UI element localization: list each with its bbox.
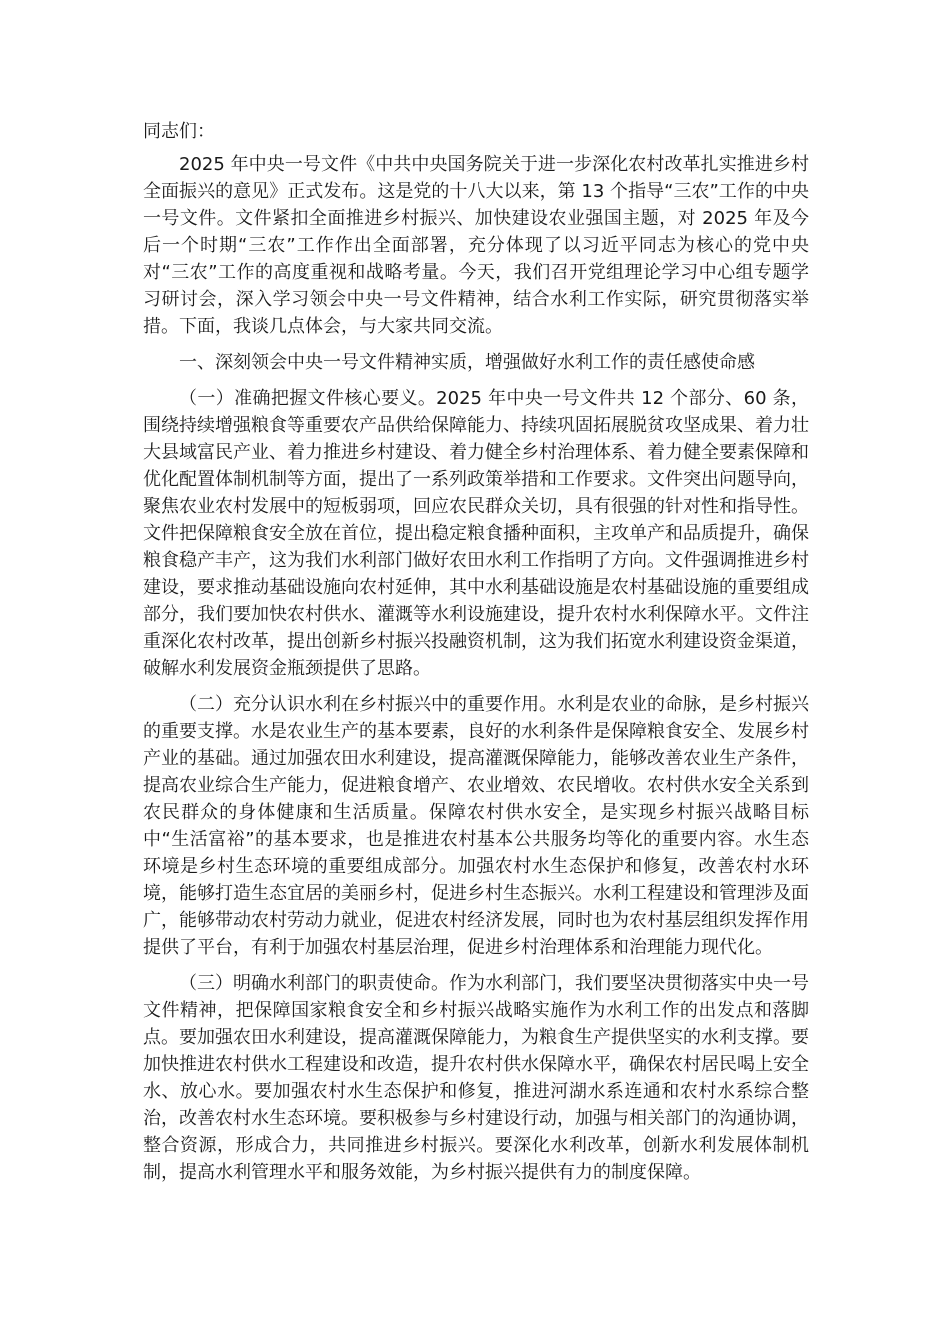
salutation: 同志们： xyxy=(143,121,215,142)
document-page xyxy=(143,118,809,1195)
paragraph-1: （一）准确把握文件核心要义。2025 年中央一号文件共 12 个部分、60 条，围绕持续增强粮食等重要农产品供给保障能力、持续巩固拓展脱贫攻坚成果、着力壮大县域富民产业、着力推进乡村建设、着力健全乡村治理体系、着力健全要素保障和优化配置体制机制等方面，提出了一系列政策举措和工作要求。文件突出问题导向，聚焦农业农村发展中的短板弱项，回应农民群众关切，具有很强的针对性和指导性。文件把保障粮食安全放在首位，提出稳定粮食播种面积，主攻单产和品质提升，确保粮食稳产丰产，这为我们水利部门做好农田水利工作指明了方向。文件强调推进乡村建设，要求推动基础设施向农村延伸，其中水利基础设施是农村基础设施的重要组成部分，我们要加快农村供水、灌溉等水利设施建设，提升农村水利保障水平。文件注重深化农村改革，提出创新乡村振兴投融资机制，这为我们拓宽水利建设资金渠道，破解水利发展资金瓶颈提供了思路。 xyxy=(143,388,809,679)
section-heading-1: 一、深刻领会中央一号文件精神实质，增强做好水利工作的责任感使命感 xyxy=(179,352,755,373)
paragraph-3: （三）明确水利部门的职责使命。作为水利部门，我们要坚决贯彻落实中央一号文件精神，把保障国家粮食安全和乡村振兴战略实施作为水利工作的出发点和落脚点。要加强农田水利建设，提高灌溉保障能力，为粮食生产提供坚实的水利支撑。要加快推进农村供水工程建设和改造，提升农村供水保障水平，确保农村居民喝上安全水、放心水。要加强农村水生态保护和修复，推进河湖水系连通和农村水系综合整治，改善农村水生态环境。要积极参与乡村建设行动，加强与相关部门的沟通协调，整合资源，形成合力，共同推进乡村振兴。要深化水利改革，创新水利发展体制机制，提高水利管理水平和服务效能，为乡村振兴提供有力的制度保障。 xyxy=(143,973,809,1183)
paragraph-2: （二）充分认识水利在乡村振兴中的重要作用。水利是农业的命脉，是乡村振兴的重要支撑。水是农业生产的基本要素，良好的水利条件是保障粮食安全、发展乡村产业的基础。通过加强农田水利建设，提高灌溉保障能力，能够改善农业生产条件，提高农业综合生产能力，促进粮食增产、农业增效、农民增收。农村供水安全关系到农民群众的身体健康和生活质量。保障农村供水安全，是实现乡村振兴战略目标中“生活富裕”的基本要求，也是推进农村基本公共服务均等化的重要内容。水生态环境是乡村生态环境的重要组成部分。加强农村水生态保护和修复，改善农村水环境，能够打造生态宜居的美丽乡村，促进乡村生态振兴。水利工程建设和管理涉及面广，能够带动农村劳动力就业，促进农村经济发展，同时也为农村基层组织发挥作用提供了平台，有利于加强农村基层治理，促进乡村治理体系和治理能力现代化。 xyxy=(143,694,809,958)
intro-paragraph: 2025 年中央一号文件《中共中央国务院关于进一步深化农村改革扎实推进乡村全面振兴的意见》正式发布。这是党的十八大以来，第 13 个指导“三农”工作的中央一号文件。文件紧扣全面推进乡村振兴、加快建设农业强国主题，对 2025 年及今后一个时期“三农”工作作出全面部署，充分体现了以习近平同志为核心的党中央对“三农”工作的高度重视和战略考量。今天，我们召开党组理论学习中心组专题学习研讨会，深入学习领会中央一号文件精神，结合水利工作实际，研究贯彻落实举措。下面，我谈几点体会，与大家共同交流。 xyxy=(143,154,809,337)
